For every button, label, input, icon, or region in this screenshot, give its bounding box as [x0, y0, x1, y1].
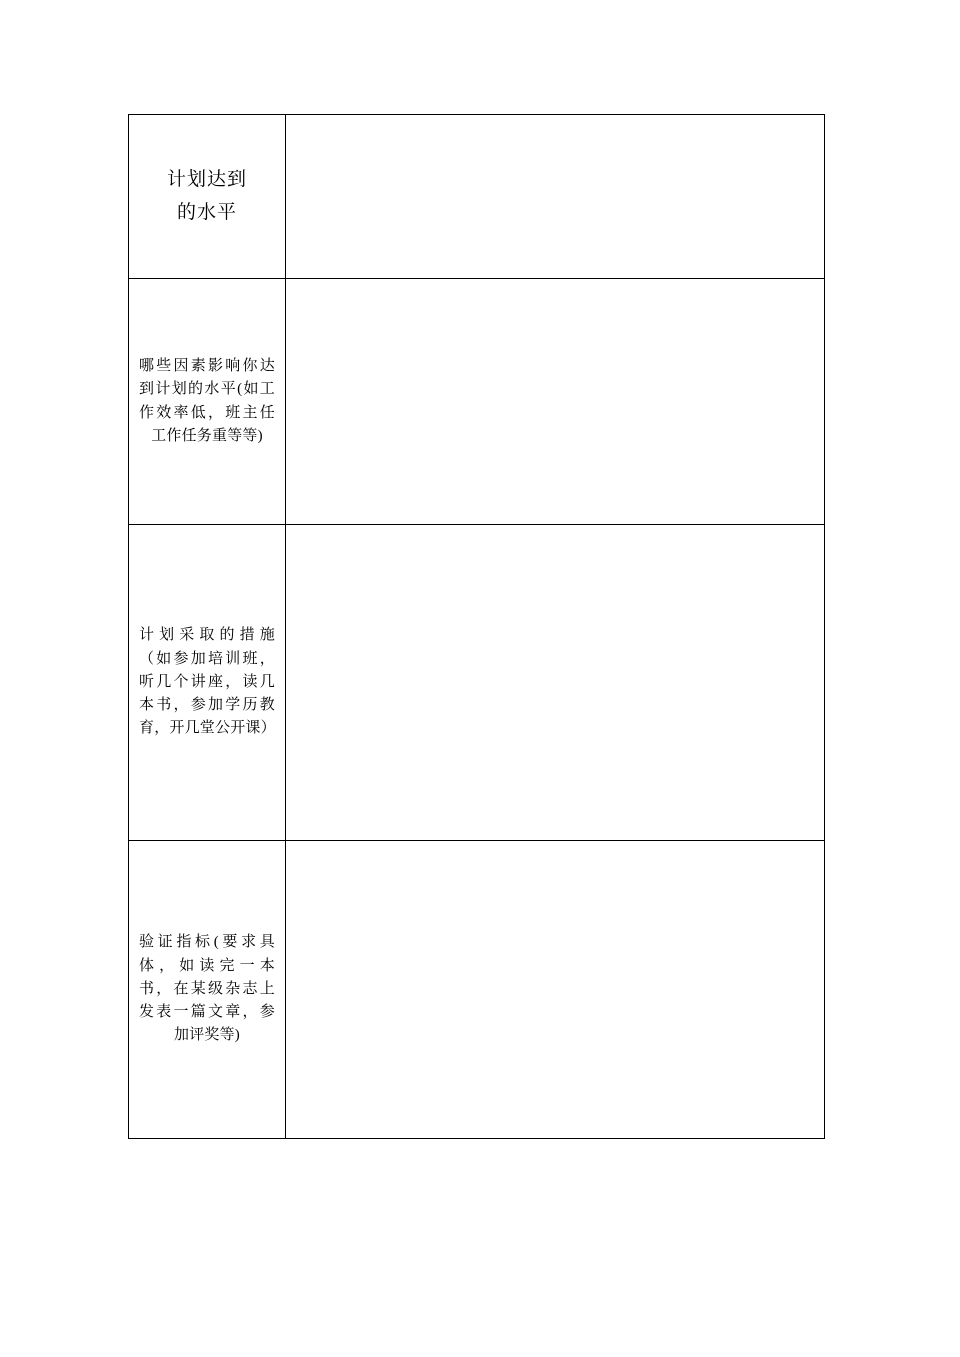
planned-measures-label: 计划采取的措施（如参加培训班，听几个讲座，读几本书，参加学历教育，开几堂公开课）	[139, 627, 276, 737]
row-value-verification-indicators[interactable]	[286, 841, 825, 1139]
row-value-influencing-factors[interactable]	[286, 279, 825, 525]
planned-measures-value[interactable]	[286, 525, 824, 840]
influencing-factors-label: 哪些因素影响你达到计划的水平(如工作效率低，班主任工作任务重等等)	[139, 358, 275, 444]
planned-level-value[interactable]	[286, 115, 824, 278]
verification-indicators-label: 验证指标(要求具体，如读完一本书，在某级杂志上发表一篇文章，参加评奖等)	[139, 934, 275, 1044]
row-label-influencing-factors	[129, 279, 286, 525]
verification-indicators-value[interactable]	[286, 841, 824, 1138]
row-label-verification-indicators	[129, 841, 286, 1139]
plan-form-table	[128, 114, 825, 1139]
influencing-factors-value[interactable]	[286, 279, 824, 524]
row-label-planned-measures	[129, 525, 286, 841]
row-value-planned-measures[interactable]	[286, 525, 825, 841]
table-row	[129, 841, 825, 1139]
table-row	[129, 115, 825, 279]
row-label-planned-level	[129, 115, 286, 279]
table-row	[129, 279, 825, 525]
table-row	[129, 525, 825, 841]
planned-level-label: 计划达到 的水平	[166, 169, 247, 223]
row-value-planned-level[interactable]	[286, 115, 825, 279]
